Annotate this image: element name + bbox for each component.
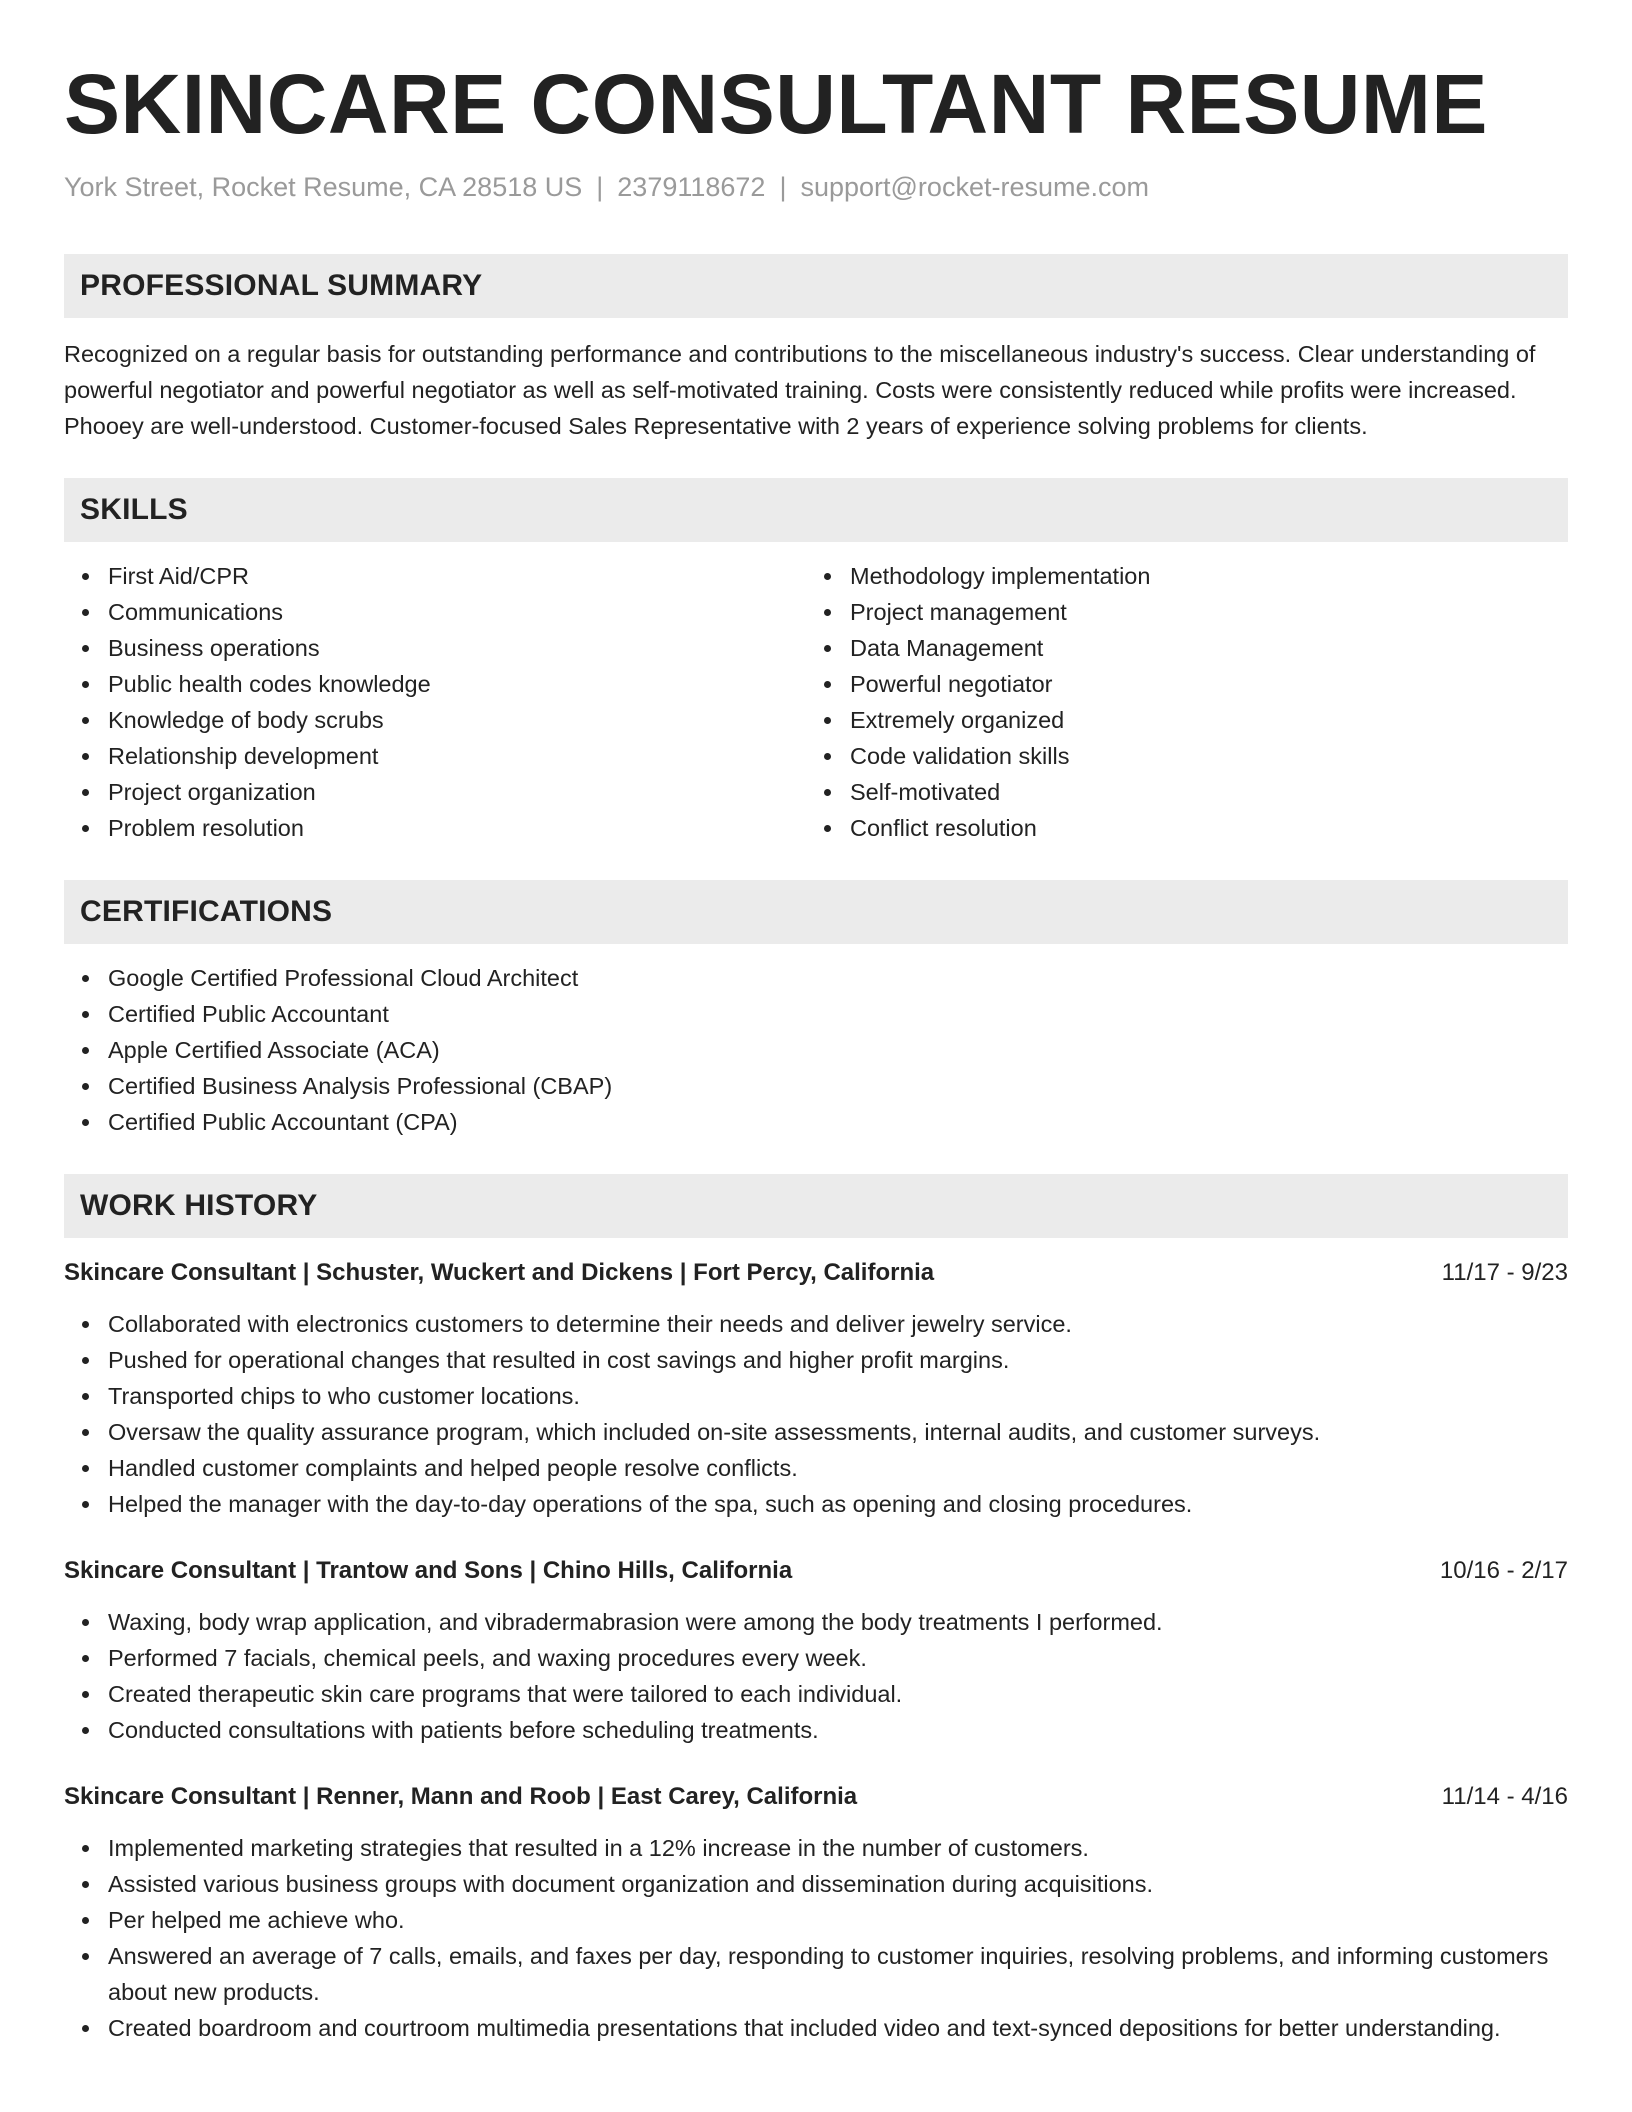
- skill-item: Project organization: [108, 774, 806, 810]
- skill-item: Knowledge of body scrubs: [108, 702, 806, 738]
- skill-item: Code validation skills: [850, 738, 1548, 774]
- job-bullet: Per helped me achieve who.: [108, 1902, 1568, 1938]
- job-bullet: Conducted consultations with patients before scheduling treatments.: [108, 1712, 1568, 1748]
- certification-item: Apple Certified Associate (ACA): [108, 1032, 1568, 1068]
- contact-address: York Street, Rocket Resume, CA 28518 US: [64, 172, 583, 202]
- job-header: [64, 1780, 1568, 1814]
- skill-item: Methodology implementation: [850, 558, 1548, 594]
- contact-line: [64, 170, 1568, 204]
- contact-phone: 2379118672: [617, 172, 766, 202]
- certification-item: Certified Public Accountant (CPA): [108, 1104, 1568, 1140]
- skills-columns: [64, 558, 1568, 846]
- skills-column-right: [806, 558, 1548, 846]
- skills-list-left: [64, 558, 806, 846]
- job-bullet: Handled customer complaints and helped people resolve conflicts.: [108, 1450, 1568, 1486]
- skill-item: Conflict resolution: [850, 810, 1548, 846]
- job-bullet: Transported chips to who customer locations.: [108, 1378, 1568, 1414]
- skill-item: Problem resolution: [108, 810, 806, 846]
- contact-email: support@rocket-resume.com: [800, 172, 1149, 202]
- job-dates: 11/17 - 9/23: [1441, 1259, 1568, 1286]
- skill-item: Public health codes knowledge: [108, 666, 806, 702]
- skill-item: Data Management: [850, 630, 1548, 666]
- skills-section-header: [64, 478, 1568, 542]
- certifications-list-wrap: [64, 960, 1568, 1140]
- certification-item: Certified Public Accountant: [108, 996, 1568, 1032]
- job-entry: [64, 1780, 1568, 2046]
- contact-separator: |: [596, 172, 604, 202]
- job-title: Skincare Consultant | Trantow and Sons | Chino Hills, California: [64, 1557, 793, 1584]
- job-dates: 10/16 - 2/17: [1439, 1557, 1568, 1584]
- skills-heading: SKILLS: [80, 493, 188, 526]
- job-bullet: Implemented marketing strategies that resulted in a 12% increase in the number of customers.: [108, 1830, 1568, 1866]
- job-bullets: [64, 1306, 1568, 1522]
- skill-item: Relationship development: [108, 738, 806, 774]
- job-bullet: Answered an average of 7 calls, emails, and faxes per day, responding to customer inquiries, resolving problems, and informing customers about new products.: [108, 1938, 1568, 2010]
- skill-item: Self-motivated: [850, 774, 1548, 810]
- skill-item: First Aid/CPR: [108, 558, 806, 594]
- work-history-section-header: [64, 1174, 1568, 1238]
- job-dates: 11/14 - 4/16: [1441, 1783, 1568, 1810]
- job-bullet: Waxing, body wrap application, and vibradermabrasion were among the body treatments I performed.: [108, 1604, 1568, 1640]
- job-bullet: Helped the manager with the day-to-day operations of the spa, such as opening and closing procedures.: [108, 1486, 1568, 1522]
- job-header: [64, 1256, 1568, 1290]
- skill-item: Business operations: [108, 630, 806, 666]
- job-bullet: Oversaw the quality assurance program, which included on-site assessments, internal audits, and customer surveys.: [108, 1414, 1568, 1450]
- job-bullet: Assisted various business groups with document organization and dissemination during acquisitions.: [108, 1866, 1568, 1902]
- job-entry: [64, 1256, 1568, 1522]
- summary-text: Recognized on a regular basis for outstanding performance and contributions to the miscellaneous industry's success. Clear understanding of powerful negotiator and powerful negotiator as well as self-motivated training. Costs were consistently reduced while profits were increased. Phooey are well-understood. Customer-focused Sales Representative with 2 years of experience solving problems for clients.: [64, 341, 1536, 439]
- job-bullet: Pushed for operational changes that resulted in cost savings and higher profit margins.: [108, 1342, 1568, 1378]
- job-bullets: [64, 1604, 1568, 1748]
- skill-item: Project management: [850, 594, 1548, 630]
- job-title: Skincare Consultant | Renner, Mann and Roob | East Carey, California: [64, 1783, 858, 1810]
- certifications-list: [64, 960, 1568, 1140]
- job-bullets: [64, 1830, 1568, 2046]
- certifications-heading: CERTIFICATIONS: [80, 895, 333, 928]
- skill-item: Extremely organized: [850, 702, 1548, 738]
- resume-title: SKINCARE CONSULTANT RESUME: [64, 57, 1488, 151]
- summary-section-header: [64, 254, 1568, 318]
- certification-item: Certified Business Analysis Professional (CBAP): [108, 1068, 1568, 1104]
- job-bullet: Performed 7 facials, chemical peels, and waxing procedures every week.: [108, 1640, 1568, 1676]
- skill-item: Powerful negotiator: [850, 666, 1548, 702]
- job-bullet: Created boardroom and courtroom multimedia presentations that included video and text-synced depositions for better understanding.: [108, 2010, 1568, 2046]
- certification-item: Google Certified Professional Cloud Architect: [108, 960, 1568, 996]
- work-history-heading: WORK HISTORY: [80, 1189, 318, 1222]
- job-title: Skincare Consultant | Schuster, Wuckert and Dickens | Fort Percy, California: [64, 1259, 935, 1286]
- job-bullet: Collaborated with electronics customers to determine their needs and deliver jewelry service.: [108, 1306, 1568, 1342]
- job-bullet: Created therapeutic skin care programs that were tailored to each individual.: [108, 1676, 1568, 1712]
- skill-item: Communications: [108, 594, 806, 630]
- job-entry: [64, 1554, 1568, 1748]
- certifications-section-header: [64, 880, 1568, 944]
- contact-separator: |: [779, 172, 787, 202]
- skills-column-left: [64, 558, 806, 846]
- job-header: [64, 1554, 1568, 1588]
- skills-list-right: [806, 558, 1548, 846]
- summary-heading: PROFESSIONAL SUMMARY: [80, 269, 483, 302]
